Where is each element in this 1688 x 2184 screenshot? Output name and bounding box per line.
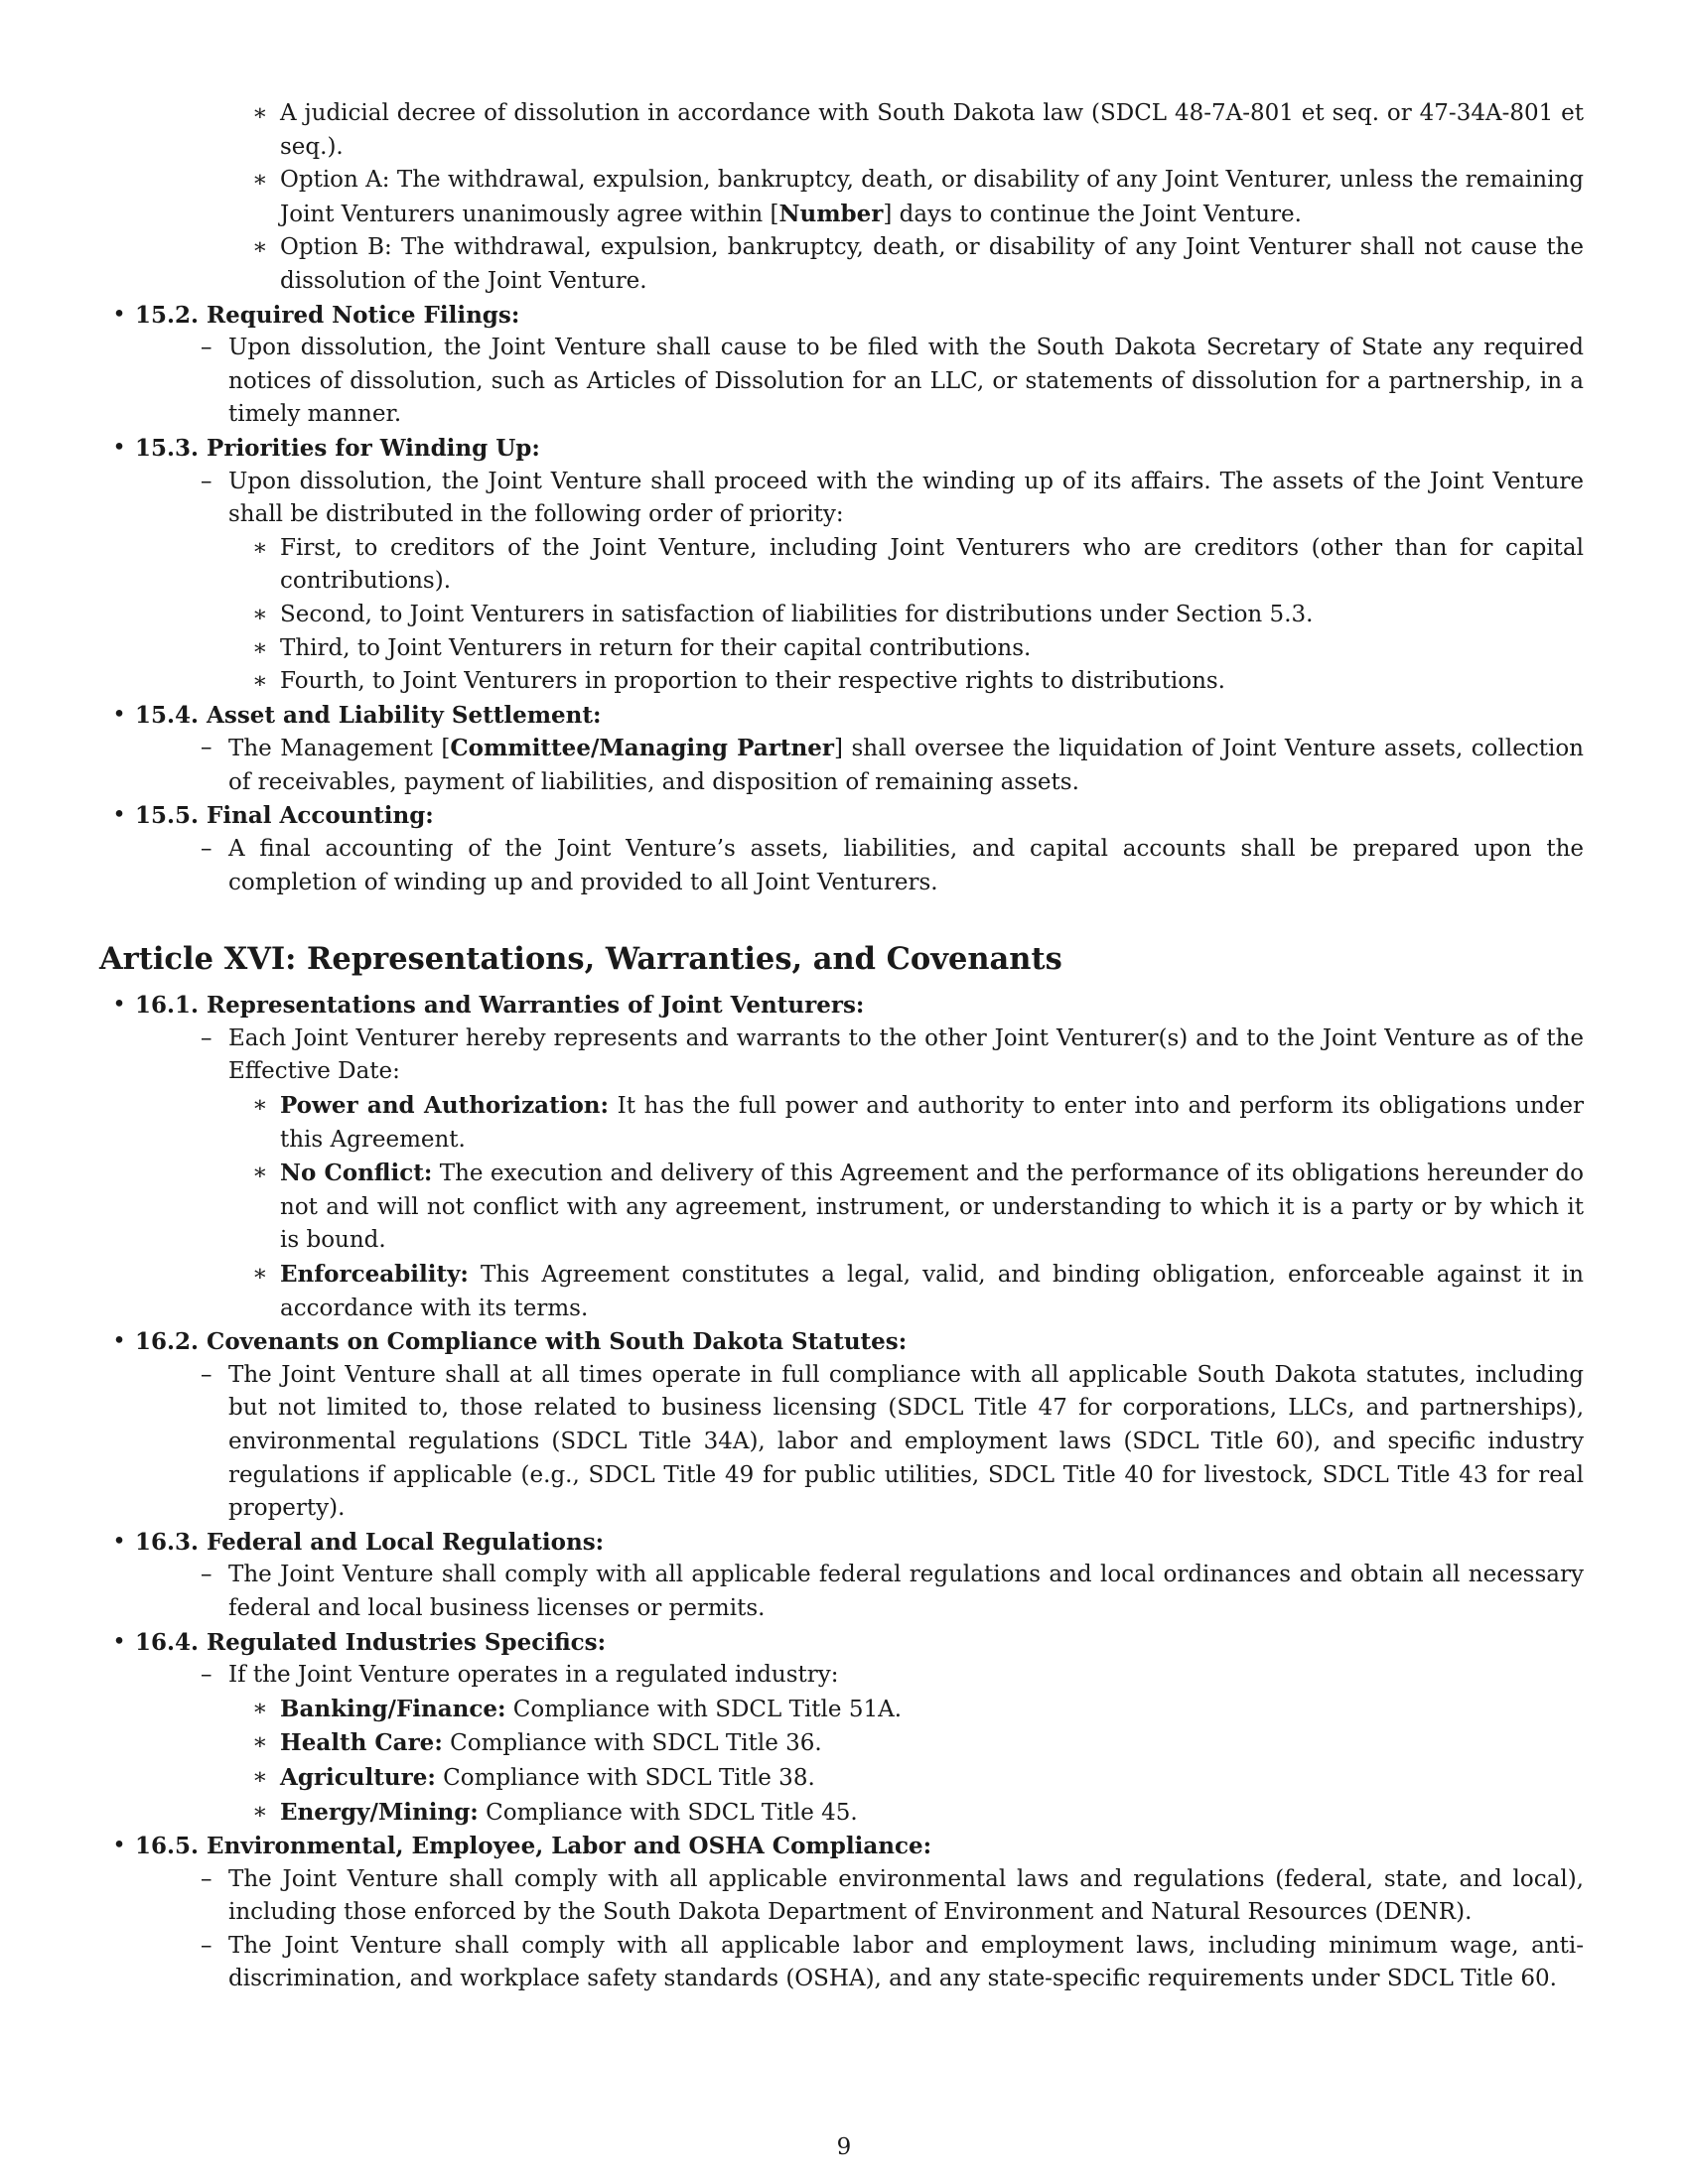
item-text: Upon dissolution, the Joint Venture shall proceed with the winding up of its affairs. The assets of the Joint Venture shall be distributed in the following order of priority: <box>228 468 1584 528</box>
dash-bullet: – <box>201 1024 212 1051</box>
list-item <box>99 1659 1584 1693</box>
item-label: No Conflict: <box>280 1160 433 1187</box>
text-run: Compliance with SDCL Title 51A. <box>505 1696 903 1722</box>
star-bullet: ∗ <box>252 1261 268 1287</box>
star-bullet: ∗ <box>252 634 268 661</box>
dash-bullet: – <box>201 1865 212 1892</box>
list-item <box>99 1258 1584 1325</box>
item-text: First, to creditors of the Joint Venture, including Joint Venturers who are creditors (other than for capital contributions). <box>280 534 1584 595</box>
item-label: Energy/Mining: <box>280 1798 479 1826</box>
dash-bullet: – <box>201 1361 212 1388</box>
bullet: • <box>112 802 126 829</box>
list-item <box>99 732 1584 799</box>
bullet: • <box>112 1628 126 1655</box>
item-text <box>280 1693 1584 1727</box>
bullet: • <box>112 1528 126 1555</box>
list-item <box>99 1796 1584 1831</box>
heading-text: 16.2. Covenants on Compliance with South Dakota Statutes: <box>135 1328 908 1356</box>
list-item <box>99 1157 1584 1258</box>
list-item <box>99 332 1584 432</box>
section-heading-16-2 <box>99 1325 1584 1359</box>
item-text <box>228 732 1584 799</box>
list-item <box>99 599 1584 632</box>
star-bullet: ∗ <box>252 1092 268 1119</box>
item-text: Fourth, to Joint Venturers in proportion to their respective rights to distributions. <box>280 668 1225 695</box>
dash-bullet: – <box>201 1662 212 1689</box>
heading-text: 16.4. Regulated Industries Specifics: <box>135 1628 607 1656</box>
heading-text: 16.5. Environmental, Employee, Labor and OSHA Compliance: <box>135 1833 932 1860</box>
section-heading-16-5 <box>99 1830 1584 1863</box>
item-text: The Joint Venture shall comply with all applicable environmental laws and regulations (federal, state, and local), including those enforced by the South Dakota Department of Environment and Natural Resources (DENR). <box>228 1865 1584 1926</box>
heading-text: 15.5. Final Accounting: <box>135 802 434 830</box>
text-run: This Agreement constitutes a legal, valid, and binding obligation, enforceable against it in accordance with its terms. <box>280 1262 1584 1321</box>
list-item <box>99 97 1584 164</box>
item-text: Second, to Joint Venturers in satisfaction of liabilities for distributions under Section 5.3. <box>280 601 1314 627</box>
dash-bullet: – <box>201 335 212 361</box>
list-item <box>99 1863 1584 1930</box>
star-bullet: ∗ <box>252 1695 268 1721</box>
star-bullet: ∗ <box>252 167 268 194</box>
item-label: Health Care: <box>280 1729 443 1757</box>
item-label: Agriculture: <box>280 1763 436 1791</box>
item-text: Third, to Joint Venturers in return for their capital contributions. <box>280 634 1032 661</box>
bullet: • <box>112 992 126 1019</box>
item-label: Banking/Finance: <box>280 1695 506 1722</box>
heading-text: 16.3. Federal and Local Regulations: <box>135 1528 605 1556</box>
list-item <box>99 632 1584 666</box>
section-heading-15-2 <box>99 299 1584 333</box>
star-bullet: ∗ <box>252 100 268 126</box>
text-run: Compliance with SDCL Title 45. <box>478 1799 858 1826</box>
list-item <box>99 1726 1584 1761</box>
list-item <box>99 1023 1584 1089</box>
placeholder-committee: Committee/Managing Partner <box>450 735 834 762</box>
placeholder-number: Number <box>778 200 884 227</box>
text-run: ] shall oversee the liquidation of Joint Venture assets, collection of receivables, payment of liabilities, and disposition of remaining assets. <box>228 736 1584 795</box>
heading-text: 16.1. Representations and Warranties of Joint Venturers: <box>135 992 865 1020</box>
text-run: Compliance with SDCL Title 36. <box>442 1730 822 1757</box>
list-item <box>99 665 1584 699</box>
item-text <box>280 164 1584 231</box>
list-item <box>99 833 1584 899</box>
item-label: Enforceability: <box>280 1261 469 1288</box>
item-text <box>280 1796 1584 1831</box>
text-run: The Management [ <box>228 736 451 762</box>
item-text: A judicial decree of dissolution in accordance with South Dakota law (SDCL 48-7A-801 et seq. or 47-34A-801 et seq.). <box>280 100 1584 160</box>
page-number: 9 <box>836 2134 852 2160</box>
list-item <box>99 164 1584 231</box>
list-item <box>99 1559 1584 1625</box>
item-text <box>280 1157 1584 1258</box>
dash-bullet: – <box>201 1562 212 1588</box>
list-item <box>99 1359 1584 1526</box>
section-heading-16-4 <box>99 1626 1584 1660</box>
section-heading-15-5 <box>99 799 1584 833</box>
star-bullet: ∗ <box>252 534 268 561</box>
list-item <box>99 1930 1584 1996</box>
heading-text: 15.2. Required Notice Filings: <box>135 301 520 329</box>
item-text <box>280 1089 1584 1157</box>
list-item <box>99 466 1584 532</box>
section-heading-16-3 <box>99 1526 1584 1560</box>
star-bullet: ∗ <box>252 234 268 261</box>
bullet: • <box>112 1833 126 1859</box>
list-item <box>99 1089 1584 1157</box>
item-text <box>280 1761 1584 1796</box>
star-bullet: ∗ <box>252 1763 268 1790</box>
item-text: The Joint Venture shall comply with all applicable labor and employment laws, including minimum wage, anti-discrimination, and workplace safety standards (OSHA), and any state-specific requirements under SDCL Title 60. <box>228 1932 1584 1992</box>
item-text: The Joint Venture shall at all times operate in full compliance with all applicable South Dakota statutes, including but not limited to, those related to business licensing (SDCL Title 47 for corporations, LLCs, and partnerships), environmental regulations (SDCL Title 34A), labor and employment laws (SDCL Title 60), and specific industry regulations if applicable (e.g., SDCL Title 49 for public utilities, SDCL Title 40 for livestock, SDCL Title 43 for real property). <box>228 1361 1584 1522</box>
item-text: Option B: The withdrawal, expulsion, bankruptcy, death, or disability of any Joint Venturer shall not cause the dissolution of the Joint Venture. <box>280 234 1584 294</box>
list-item <box>99 532 1584 599</box>
star-bullet: ∗ <box>252 1729 268 1756</box>
list-item <box>99 231 1584 298</box>
text-run: It has the full power and authority to enter into and perform its obligations under this Agreement. <box>280 1093 1585 1153</box>
heading-text: 15.4. Asset and Liability Settlement: <box>135 701 602 729</box>
star-bullet: ∗ <box>252 668 268 695</box>
list-item <box>99 1761 1584 1796</box>
item-text <box>280 1258 1584 1325</box>
star-bullet: ∗ <box>252 1798 268 1825</box>
text-run: Compliance with SDCL Title 38. <box>435 1764 815 1791</box>
section-heading-15-4 <box>99 699 1584 733</box>
dash-bullet: – <box>201 1932 212 1959</box>
bullet: • <box>112 434 126 461</box>
heading-text: 15.3. Priorities for Winding Up: <box>135 434 540 462</box>
dash-bullet: – <box>201 735 212 761</box>
text-run: Option A: The withdrawal, expulsion, bankruptcy, death, or disability of any Joint Venturer, unless the remaining Joint Venturers unanimously agree within [ <box>280 167 1584 227</box>
item-text: Upon dissolution, the Joint Venture shall cause to be filed with the South Dakota Secretary of State any required notices of dissolution, such as Articles of Dissolution for an LLC, or statements of dissolution for a partnership, in a timely manner. <box>228 335 1584 428</box>
star-bullet: ∗ <box>252 601 268 627</box>
section-heading-15-3 <box>99 432 1584 466</box>
dash-bullet: – <box>201 836 212 863</box>
text-run: The execution and delivery of this Agreement and the performance of its obligations hereunder do not and will not conflict with any agreement, instrument, or understanding to which it is a party or by which it is bound. <box>280 1160 1584 1254</box>
item-text: Each Joint Venturer hereby represents and warrants to the other Joint Venturer(s) and to the Joint Venture as of the Effective Date: <box>228 1024 1584 1085</box>
section-heading-16-1 <box>99 989 1584 1023</box>
bullet: • <box>112 1328 126 1355</box>
bullet: • <box>112 701 126 728</box>
bullet: • <box>112 301 126 328</box>
item-text: A final accounting of the Joint Venture’s assets, liabilities, and capital accounts shall be prepared upon the completion of winding up and provided to all Joint Venturers. <box>228 836 1584 895</box>
list-item <box>99 1693 1584 1727</box>
item-text: If the Joint Venture operates in a regulated industry: <box>228 1662 839 1689</box>
dash-bullet: – <box>201 468 212 494</box>
text-run: ] days to continue the Joint Venture. <box>883 201 1302 227</box>
star-bullet: ∗ <box>252 1160 268 1186</box>
item-text: The Joint Venture shall comply with all applicable federal regulations and local ordinances and obtain all necessary federal and local business licenses or permits. <box>228 1562 1584 1621</box>
article-title: Article XVI: Representations, Warranties, and Covenants <box>99 941 1062 978</box>
item-text <box>280 1726 1584 1761</box>
item-label: Power and Authorization: <box>280 1092 609 1120</box>
